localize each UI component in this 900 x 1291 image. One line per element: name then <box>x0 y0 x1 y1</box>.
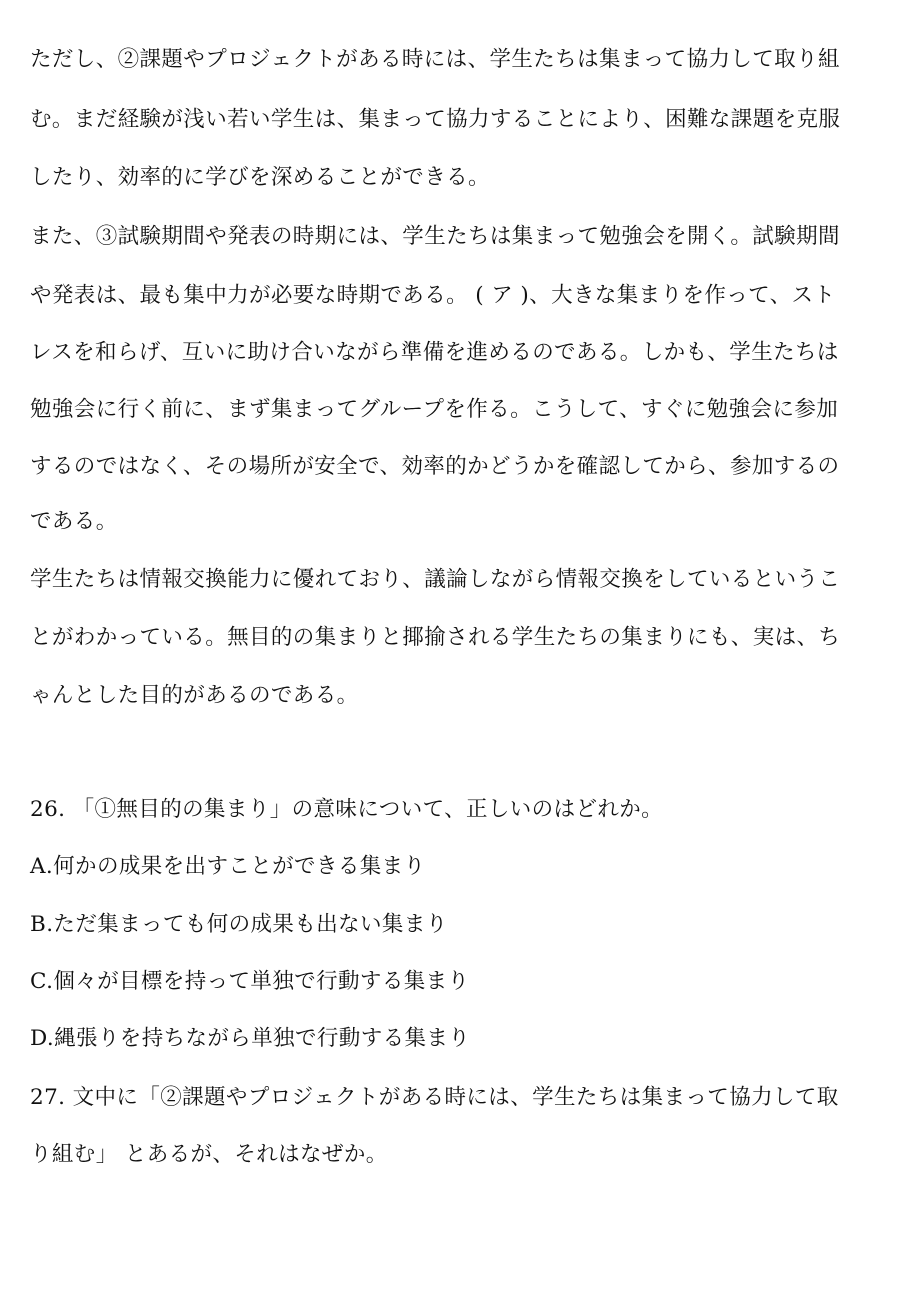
passage-line: である。 <box>30 509 118 534</box>
question-26-stem: 26. 「①無目的の集まり」の意味について、正しいのはどれか。 <box>30 797 664 822</box>
passage-line: するのではなく、その場所が安全で、効率的かどうかを確認してから、参加するの <box>30 454 840 479</box>
question-27-stem-line-2: り組む」 とあるが、それはなぜか。 <box>30 1142 388 1167</box>
passage-line: とがわかっている。無目的の集まりと揶揄される学生たちの集まりにも、実は、ち <box>30 625 841 650</box>
question-26-option-c: C.個々が目標を持って単独で行動する集まり <box>30 969 470 994</box>
question-27-stem-line-1: 27. 文中に「②課題やプロジェクトがある時には、学生たちは集まって協力して取 <box>30 1085 839 1110</box>
question-26-option-a: A.何かの成果を出すことができる集まり <box>30 854 426 879</box>
passage-line: したり、効率的に学びを深めることができる。 <box>30 165 490 190</box>
passage-line: む。まだ経験が浅い若い学生は、集まって協力することにより、困難な課題を克服 <box>30 107 841 132</box>
passage-line: レスを和らげ、互いに助け合いながら準備を進めるのである。しかも、学生たちは <box>30 340 839 365</box>
passage-line: 勉強会に行く前に、まず集まってグループを作る。こうして、すぐに勉強会に参加 <box>30 397 839 422</box>
passage-line: や発表は、最も集中力が必要な時期である。 ( ア )、大きな集まりを作って、スト <box>30 283 836 308</box>
question-26-option-d: D.縄張りを持ちながら単独で行動する集まり <box>30 1026 471 1051</box>
passage-line: ゃんとした目的があるのである。 <box>30 683 359 708</box>
passage-line: ただし、②課題やプロジェクトがある時には、学生たちは集まって協力して取り組 <box>30 47 840 72</box>
passage-line: また、③試験期間や発表の時期には、学生たちは集まって勉強会を開く。試験期間 <box>30 224 840 249</box>
question-26-option-b: B.ただ集まっても何の成果も出ない集まり <box>30 912 448 937</box>
passage-line: 学生たちは情報交換能力に優れており、議論しながら情報交換をしているというこ <box>30 567 841 592</box>
